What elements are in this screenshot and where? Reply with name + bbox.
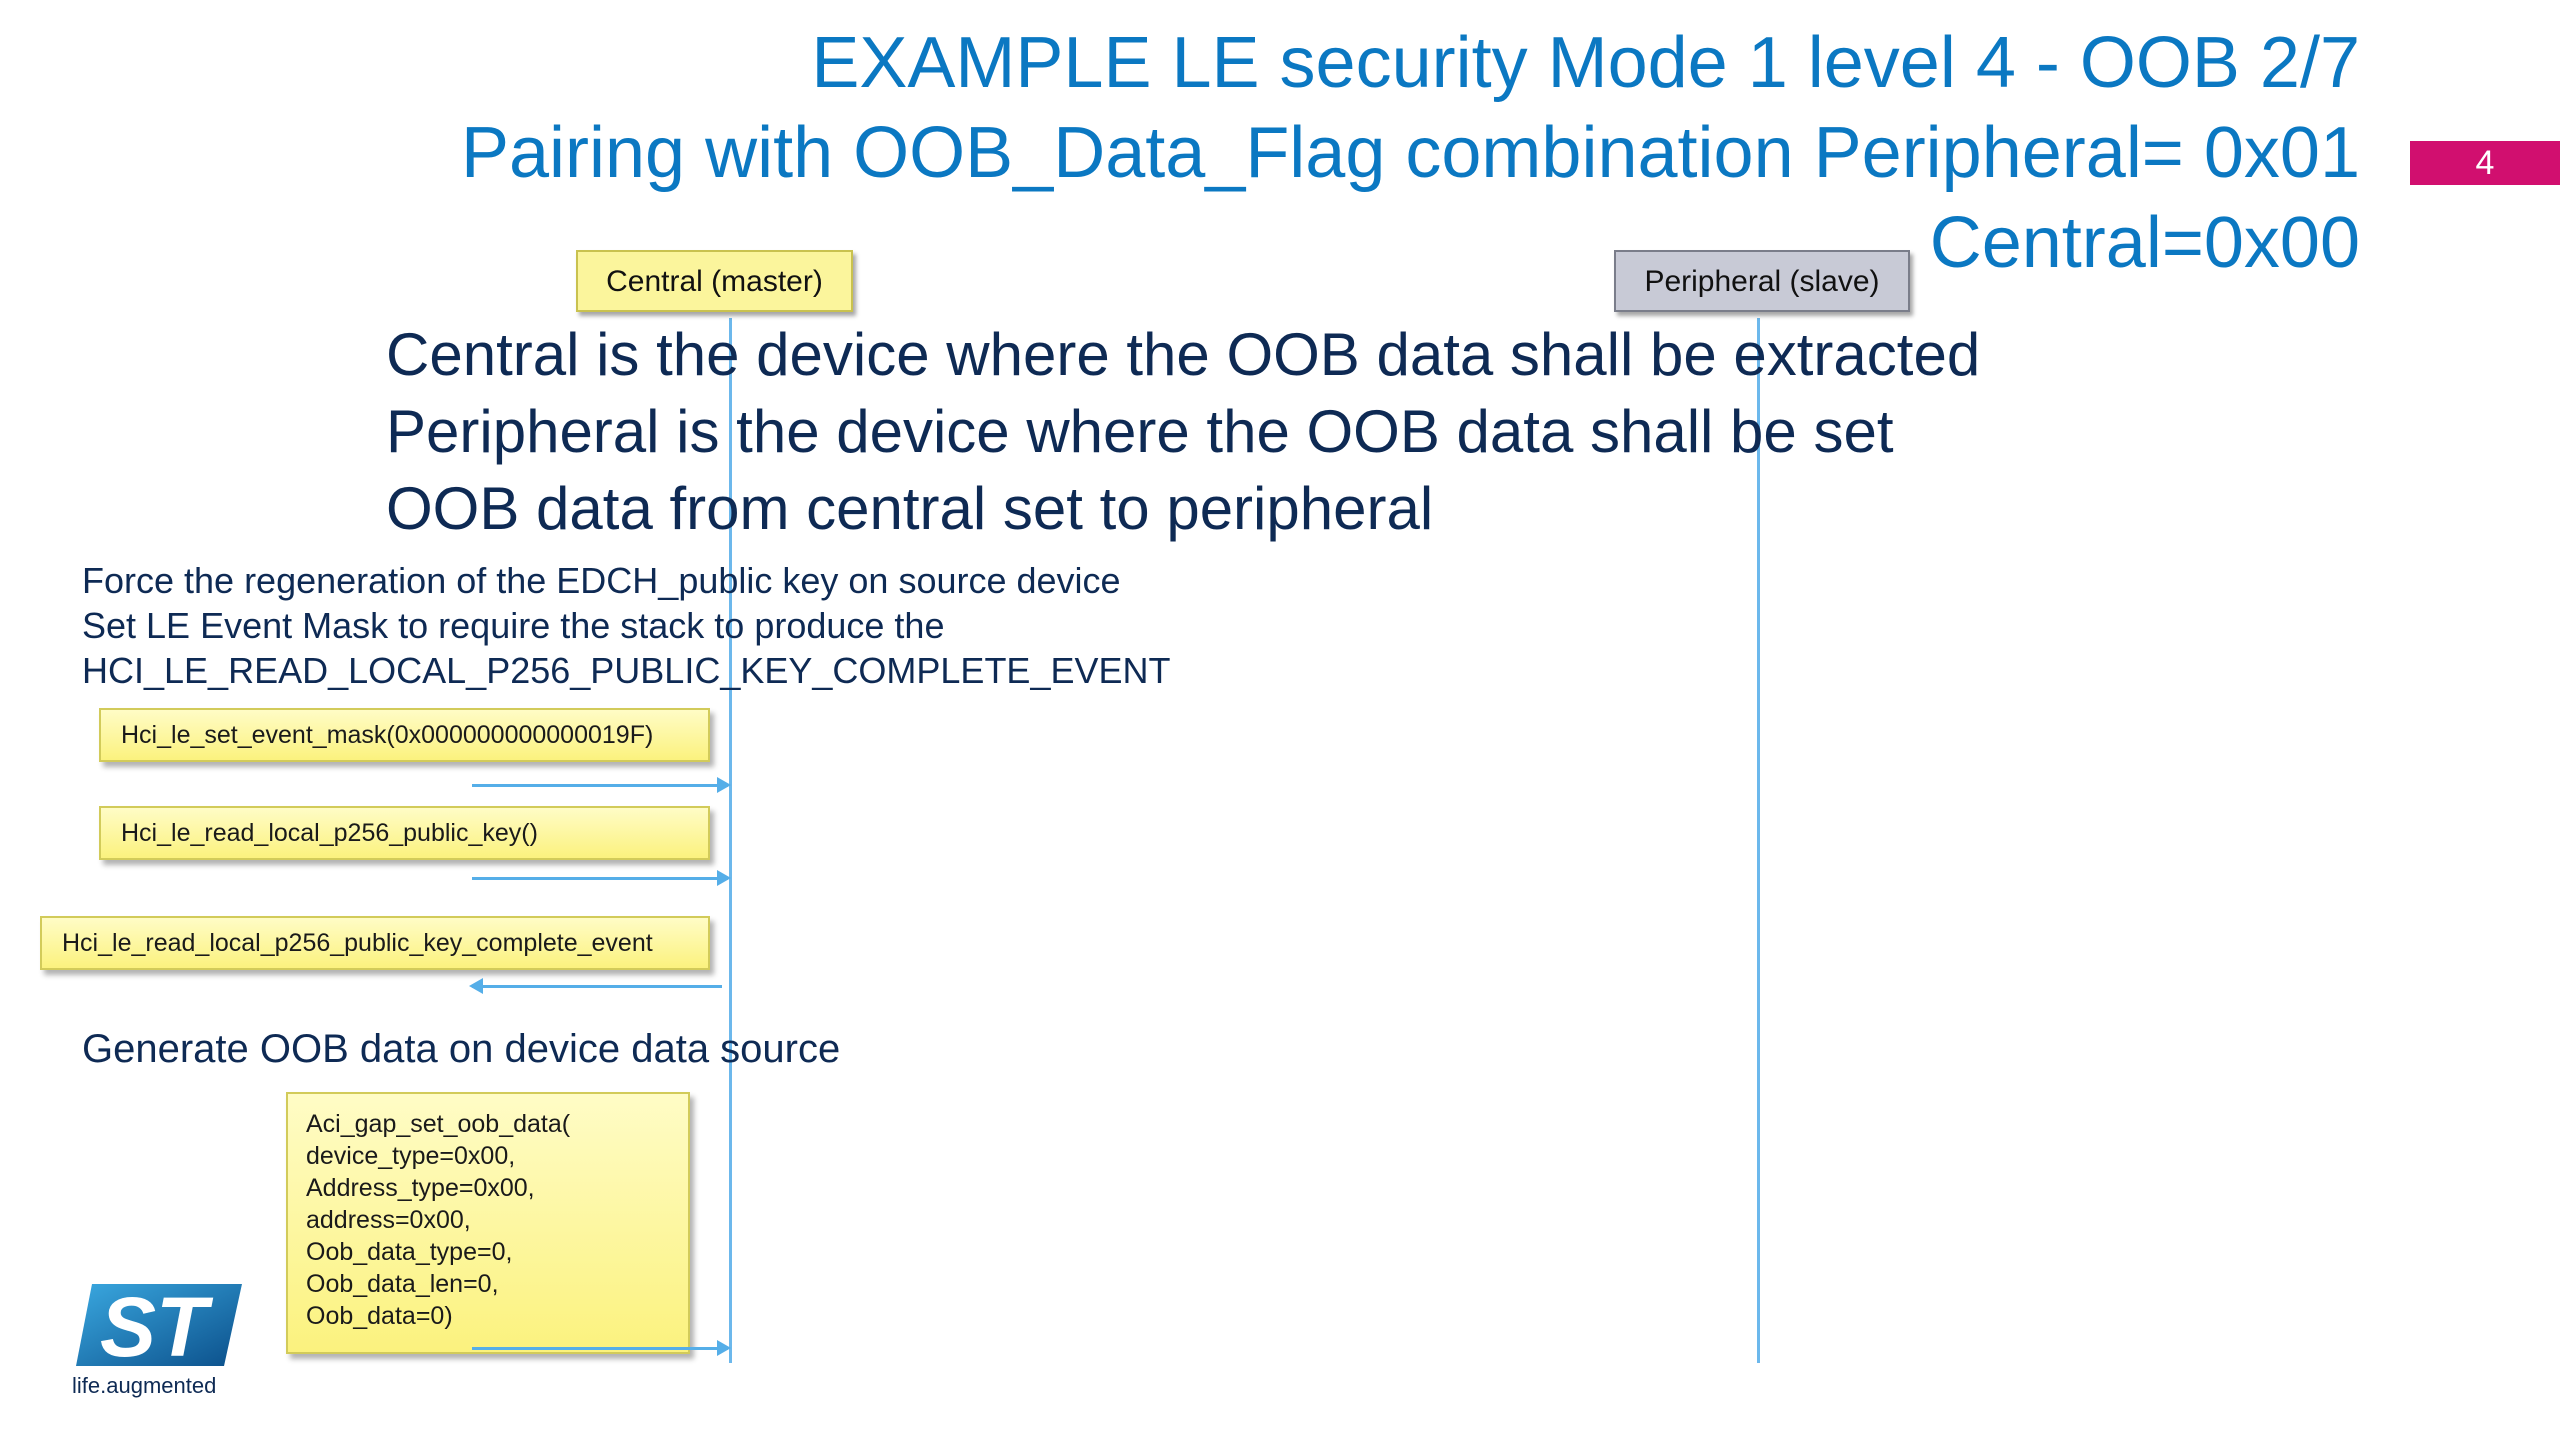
steps-text — [82, 558, 1171, 693]
slide-title — [160, 18, 2360, 288]
logo-mark-text: ST — [100, 1280, 208, 1374]
oob-param-line: Aci_gap_set_oob_data( — [306, 1110, 571, 1138]
command-note-read-public-key: Hci_le_read_local_p256_public_key() — [99, 806, 710, 860]
message-arrow-right — [472, 877, 728, 880]
intro-line: Peripheral is the device where the OOB data shall be set — [386, 398, 1894, 465]
oob-param-line: Oob_data_len=0, — [306, 1270, 499, 1298]
oob-param-line: address=0x00, — [306, 1206, 471, 1234]
intro-line: Central is the device where the OOB data shall be extracted — [386, 321, 1981, 388]
title-line-3: Central=0x00 — [1929, 203, 2360, 283]
oob-param-line: Address_type=0x00, — [306, 1174, 535, 1202]
generate-oob-label: Generate OOB data on device data source — [82, 1027, 841, 1071]
event-note-public-key-complete: Hci_le_read_local_p256_public_key_complete_event — [40, 916, 710, 970]
oob-param-line: Oob_data_type=0, — [306, 1238, 513, 1266]
intro-text — [386, 316, 1980, 547]
steps-line: Force the regeneration of the EDCH_public key on source device — [82, 560, 1121, 601]
steps-line: Set LE Event Mask to require the stack to produce the — [82, 605, 945, 646]
intro-line: OOB data from central set to peripheral — [386, 475, 1434, 542]
steps-line: HCI_LE_READ_LOCAL_P256_PUBLIC_KEY_COMPLETE_EVENT — [82, 650, 1171, 691]
logo-tagline: life.augmented — [72, 1373, 217, 1398]
title-line-1: EXAMPLE LE security Mode 1 level 4 - OOB 2/7 — [811, 23, 2360, 103]
command-note-set-event-mask: Hci_le_set_event_mask(0x000000000000019F) — [99, 708, 710, 762]
peripheral-actor-box: Peripheral (slave) — [1614, 250, 1910, 312]
message-arrow-left — [472, 985, 722, 988]
message-arrow-right — [472, 1347, 728, 1350]
title-line-2: Pairing with OOB_Data_Flag combination Peripheral= 0x01 — [460, 113, 2360, 193]
central-actor-box: Central (master) — [576, 250, 853, 312]
message-arrow-right — [472, 784, 728, 787]
oob-param-line: device_type=0x00, — [306, 1142, 516, 1170]
page-number-badge: 4 — [2410, 141, 2560, 185]
command-note-set-oob-data — [286, 1092, 690, 1354]
oob-param-line: Oob_data=0) — [306, 1302, 453, 1330]
